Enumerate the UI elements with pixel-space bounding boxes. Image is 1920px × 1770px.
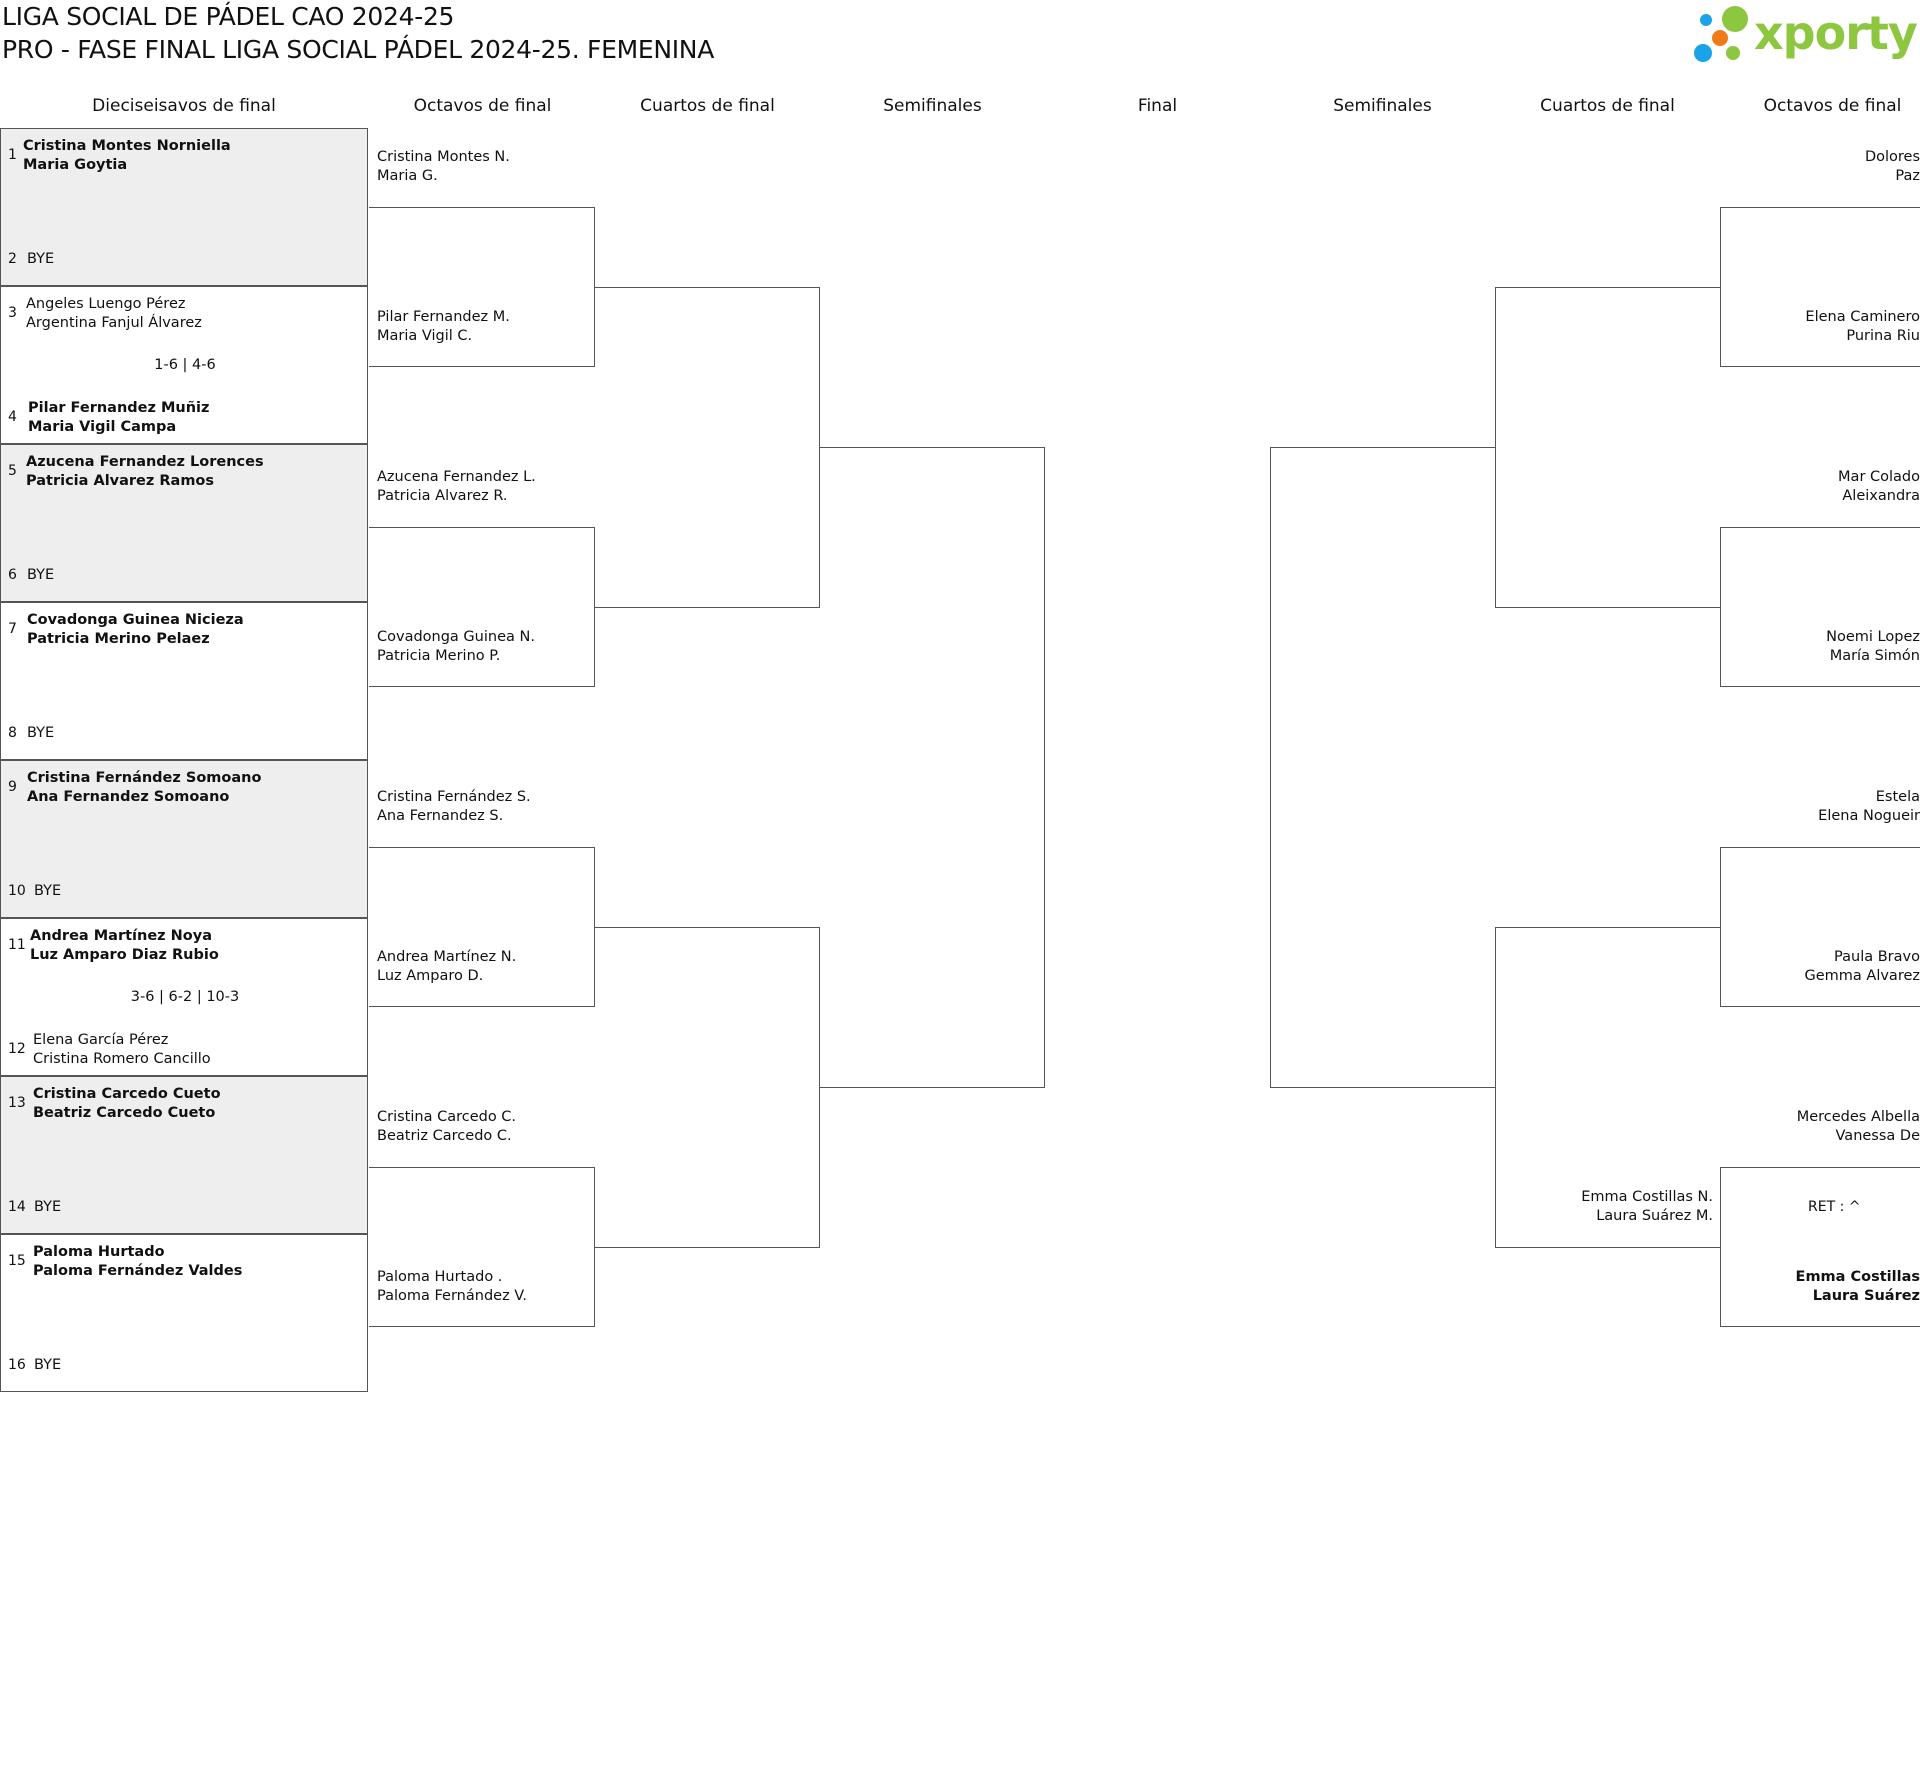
- logo-dot-orange: [1712, 30, 1728, 46]
- bye-label: BYE: [34, 883, 62, 899]
- r16-right-team-2[interactable]: Elena Caminero Purina Riu: [1805, 309, 1920, 344]
- r16-left-team-6[interactable]: Andrea Martínez N. Luz Amparo D.: [377, 949, 517, 984]
- r16-right-team-3[interactable]: Mar Colado Aleixandra: [1838, 469, 1920, 504]
- bracket-line-qf-right-1: [1495, 287, 1721, 608]
- seed-number: 16: [8, 1357, 26, 1373]
- match-score: 3-6 | 6-2 | 10-3: [130, 989, 240, 1005]
- match-r32-7[interactable]: [0, 1076, 368, 1234]
- r16-left-team-5[interactable]: Cristina Fernández S. Ana Fernandez S.: [377, 789, 531, 824]
- round-header-r16-left: Octavos de final: [413, 96, 552, 116]
- r16-right-team-7[interactable]: Mercedes Albella Vanessa De: [1796, 1109, 1920, 1144]
- bye-label: BYE: [27, 725, 55, 741]
- r16-left-team-8[interactable]: Paloma Hurtado . Paloma Fernández V.: [377, 1269, 527, 1304]
- tournament-title: LIGA SOCIAL DE PÁDEL CAO 2024-25: [2, 2, 455, 31]
- bracket-line-sf-right: [1270, 447, 1496, 1088]
- xporty-logo[interactable]: [1690, 0, 1920, 70]
- team-name: Angeles Luengo Pérez Argentina Fanjul Álvarez: [26, 296, 202, 331]
- seed-number: 3: [8, 305, 17, 321]
- match-r32-1[interactable]: [0, 128, 368, 286]
- round-header-qf-right: Cuartos de final: [1540, 96, 1675, 116]
- seed-number: 10: [8, 883, 26, 899]
- seed-number: 2: [8, 251, 17, 267]
- bracket-line-qf-left-1: [594, 287, 820, 608]
- seed-number: 15: [8, 1253, 26, 1269]
- team-name: Paloma Hurtado Paloma Fernández Valdes: [33, 1244, 243, 1279]
- bracket-line-sf-left: [819, 447, 1045, 1088]
- logo-dot-green-small: [1726, 46, 1740, 60]
- r16-right-team-8[interactable]: Emma Costillas Laura Suárez: [1795, 1269, 1920, 1304]
- bye-label: BYE: [34, 1357, 62, 1373]
- r16-left-team-3[interactable]: Azucena Fernandez L. Patricia Alvarez R.: [377, 469, 536, 504]
- seed-number: 8: [8, 725, 17, 741]
- team-name: Azucena Fernandez Lorences Patricia Alvarez Ramos: [26, 454, 264, 489]
- match-r32-4[interactable]: [0, 602, 368, 760]
- bye-label: BYE: [27, 251, 55, 267]
- r16-left-team-4[interactable]: Covadonga Guinea N. Patricia Merino P.: [377, 629, 535, 664]
- team-name: Cristina Carcedo Cueto Beatriz Carcedo Cueto: [33, 1086, 221, 1121]
- match-r32-6[interactable]: [0, 918, 368, 1076]
- logo-dot-blue-small: [1700, 14, 1712, 26]
- bracket-line-qf-left-2: [594, 927, 820, 1248]
- seed-number: 9: [8, 779, 17, 795]
- seed-number: 4: [8, 409, 17, 425]
- seed-number: 1: [8, 147, 17, 163]
- seed-number: 14: [8, 1199, 26, 1215]
- qf-right-team[interactable]: Emma Costillas N. Laura Suárez M.: [1581, 1189, 1713, 1224]
- team-name: Cristina Montes Norniella Maria Goytia: [23, 138, 231, 173]
- r16-left-team-1[interactable]: Cristina Montes N. Maria G.: [377, 149, 510, 184]
- logo-dot-green: [1722, 6, 1748, 32]
- bye-label: BYE: [27, 567, 55, 583]
- round-header-r16-right: Octavos de final: [1763, 96, 1902, 116]
- round-header-sf-left: Semifinales: [883, 96, 982, 116]
- seed-number: 13: [8, 1095, 26, 1111]
- team-name: Andrea Martínez Noya Luz Amparo Diaz Rubio: [30, 928, 219, 963]
- seed-number: 11: [8, 937, 26, 953]
- match-r32-2[interactable]: [0, 286, 368, 444]
- seed-number: 12: [8, 1041, 26, 1057]
- seed-number: 6: [8, 567, 17, 583]
- retirement-note: RET : ^: [1808, 1199, 1861, 1215]
- draw-subtitle: PRO - FASE FINAL LIGA SOCIAL PÁDEL 2024-25. FEMENINA: [2, 35, 715, 64]
- team-name: Elena García Pérez Cristina Romero Cancillo: [33, 1032, 211, 1067]
- match-r32-8[interactable]: [0, 1234, 368, 1392]
- logo-dot-blue: [1694, 44, 1712, 62]
- round-header-qf-left: Cuartos de final: [640, 96, 775, 116]
- match-score: 1-6 | 4-6: [154, 357, 216, 373]
- seed-number: 5: [8, 463, 17, 479]
- match-r32-5[interactable]: [0, 760, 368, 918]
- r16-right-team-5[interactable]: Estela Elena Nogueir: [1818, 789, 1920, 824]
- round-header-final: Final: [1137, 96, 1178, 116]
- r16-left-team-7[interactable]: Cristina Carcedo C. Beatriz Carcedo C.: [377, 1109, 517, 1144]
- team-name: Cristina Fernández Somoano Ana Fernandez Somoano: [27, 770, 262, 805]
- match-r32-3[interactable]: [0, 444, 368, 602]
- seed-number: 7: [8, 621, 17, 637]
- bye-label: BYE: [34, 1199, 62, 1215]
- team-name: Covadonga Guinea Nicieza Patricia Merino Pelaez: [27, 612, 244, 647]
- r16-right-team-6[interactable]: Paula Bravo Gemma Alvarez: [1804, 949, 1920, 984]
- r16-left-team-2[interactable]: Pilar Fernandez M. Maria Vigil C.: [377, 309, 510, 344]
- team-name: Pilar Fernandez Muñiz Maria Vigil Campa: [28, 400, 210, 435]
- logo-wordmark: xporty: [1754, 6, 1917, 60]
- round-header-r32: Dieciseisavos de final: [92, 96, 276, 116]
- r16-right-team-1[interactable]: Dolores Paz: [1864, 149, 1920, 184]
- r16-right-team-4[interactable]: Noemi Lopez María Simón: [1826, 629, 1920, 664]
- round-header-sf-right: Semifinales: [1333, 96, 1432, 116]
